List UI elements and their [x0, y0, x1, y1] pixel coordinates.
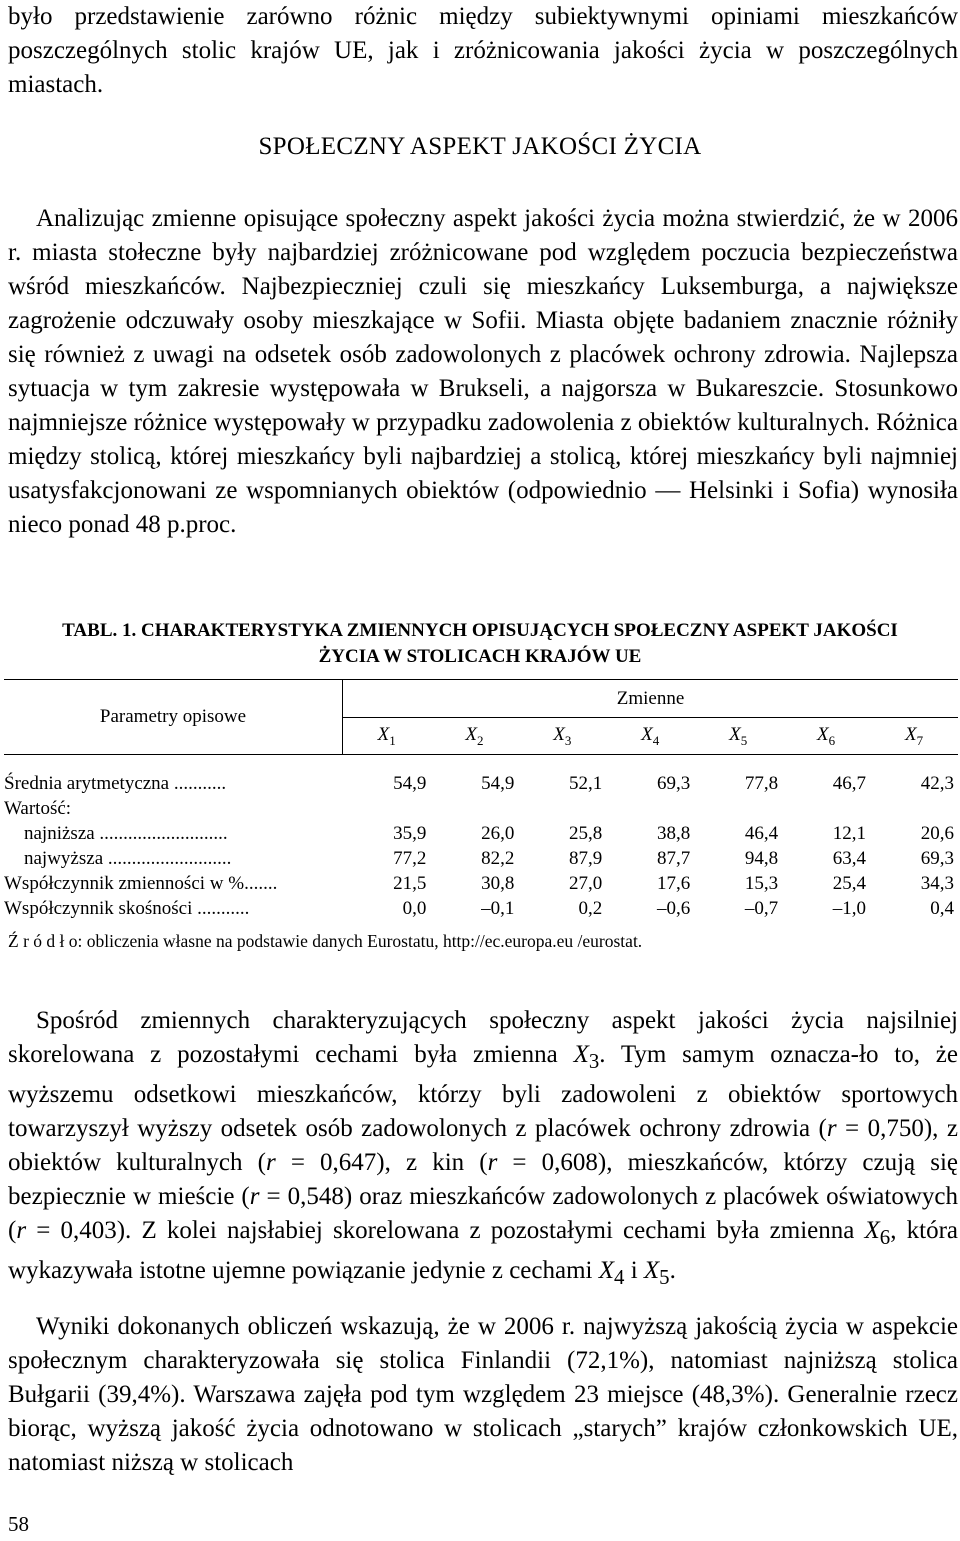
- variable-letter: X: [641, 723, 653, 745]
- table-cell: 63,4: [832, 848, 867, 869]
- table-title: [0, 618, 960, 670]
- page-number: 58: [8, 1512, 29, 1536]
- variable-header: [782, 718, 870, 755]
- variable-letter: X: [729, 723, 741, 745]
- statistics-table: [4, 679, 958, 921]
- table-cell: [606, 796, 694, 821]
- table-title-line-2: ŻYCIA W STOLICACH KRAJÓW UE: [318, 646, 642, 667]
- variable-header: [430, 718, 518, 755]
- table-cell: 0,2: [578, 898, 603, 919]
- paragraph-results: Wyniki dokonanych obliczeń wskazują, że w 2006 r. najwyższą jakością życia w aspekcie społecznym charakteryzowała się stolica Finlandii (72,1%), natomiast najniższą stolica Bułgarii (39,4%). Warszawa zajęła pod tym względem 23 miejsce (48,3%). Generalnie rzecz biorąc, wyższą jakość życia odnotowano w stolicach „starych” krajów członkowskich UE, natomiast niższą w stolicach: [8, 1313, 958, 1476]
- section-heading: SPOŁECZNY ASPEKT JAKOŚCI ŻYCIA: [258, 133, 702, 160]
- variable-header: [518, 718, 606, 755]
- table-cell: 27,0: [569, 873, 603, 894]
- table-cell: 38,8: [656, 823, 691, 844]
- variable-index: 4: [652, 732, 660, 748]
- table-cell: 0,0: [402, 898, 427, 919]
- table-cell: 77,8: [744, 773, 779, 794]
- var-x4: X: [598, 1257, 615, 1284]
- table: [4, 679, 958, 921]
- var-x3-sub: 3: [588, 1049, 600, 1073]
- var-x6: X: [864, 1217, 880, 1244]
- r-symbol: r: [487, 1149, 498, 1176]
- paragraph-intro-continuation: było przedstawienie zarówno różnic między subiektywnymi opiniami mieszkańców poszczególnych stolic krajów UE, jak i zróżnicowania jakości życia w poszczególnych miastach.: [8, 3, 958, 98]
- p3-text-c: = 0,750), z obiektów kulturalnych (: [8, 1115, 958, 1176]
- table-cell: 25,4: [832, 873, 867, 894]
- p3-text-d: = 0,647), z kin (: [275, 1149, 488, 1176]
- table-cell: [782, 796, 870, 821]
- variable-index: 1: [389, 732, 396, 748]
- table-cell: 54,9: [481, 773, 515, 794]
- table-cell: 35,9: [393, 823, 427, 844]
- variable-letter: X: [817, 723, 829, 745]
- table-row: [4, 796, 958, 821]
- p3-text-h: , która wykazywała istotne ujemne powiązanie jedynie z cechami: [8, 1217, 958, 1284]
- table-cell: 34,3: [920, 873, 954, 894]
- table-title-line-1: TABL. 1. CHARAKTERYSTYKA ZMIENNYCH OPISUJĄCYCH SPOŁECZNY ASPEKT JAKOŚCI: [62, 620, 898, 641]
- variable-index: 3: [564, 732, 572, 748]
- table-row: [4, 896, 958, 921]
- table-cell: 46,7: [832, 773, 867, 794]
- table-body: [4, 755, 958, 922]
- table-cell: –0,1: [481, 898, 515, 919]
- table-row: [4, 821, 958, 846]
- table-cell: 87,9: [569, 848, 603, 869]
- table-row: [4, 846, 958, 871]
- p3-text-e: = 0,608), mieszkańców, którzy czują się bezpiecznie w mieście (: [8, 1149, 958, 1210]
- variable-header: [606, 718, 694, 755]
- table-cell: 0,4: [930, 898, 954, 919]
- table-cell: 82,2: [481, 848, 515, 869]
- param-header: Parametry opisowe: [4, 680, 343, 755]
- variable-index: 5: [740, 732, 748, 748]
- variable-header: [343, 718, 431, 755]
- variable-letter: X: [904, 723, 917, 745]
- r-symbol: r: [826, 1115, 837, 1142]
- var-x6-sub: 6: [879, 1225, 891, 1249]
- row-label: Średnia arytmetyczna ...........: [4, 773, 227, 794]
- table-cell: 21,5: [393, 873, 427, 894]
- table-row: [4, 871, 958, 896]
- variable-letter: X: [465, 723, 477, 745]
- var-x4-sub: 4: [614, 1265, 625, 1289]
- variable-index: 7: [916, 732, 924, 748]
- table-cell: 77,2: [393, 848, 427, 869]
- row-label: Wartość:: [4, 798, 72, 819]
- table-cell: 87,7: [656, 848, 691, 869]
- table-cell: 42,3: [920, 773, 954, 794]
- p3-text-g: = 0,403). Z kolei najsłabiej skorelowana z pozostałymi cechami była zmienna: [26, 1217, 865, 1244]
- r-symbol: r: [16, 1217, 27, 1244]
- row-label: najwyższa ..........................: [24, 848, 232, 869]
- table-cell: 54,9: [393, 773, 427, 794]
- variable-header: [870, 718, 958, 755]
- r-symbol: r: [265, 1149, 276, 1176]
- table-cell: [430, 796, 518, 821]
- table-cell: 26,0: [481, 823, 515, 844]
- variable-index: 2: [476, 732, 484, 748]
- table-cell: [343, 796, 431, 821]
- variable-letter: X: [377, 723, 390, 745]
- table-cell: [870, 796, 958, 821]
- paragraph-correlation: [8, 1004, 958, 1294]
- row-label: Współczynnik zmienności w %.......: [4, 873, 278, 894]
- table-cell: [518, 796, 606, 821]
- variables-header: Zmienne: [343, 680, 959, 718]
- table-row: [4, 755, 958, 797]
- p3-text-j: .: [669, 1257, 676, 1284]
- table-cell: 25,8: [569, 823, 603, 844]
- paragraph-social-aspect: Analizując zmienne opisujące społeczny aspekt jakości życia można stwierdzić, że w 2006 r. miasta stołeczne były najbardziej zróżnicowane pod względem poczucia bezpieczeństwa wśród mieszkańców. Najbezpieczniej czuli się mieszkańcy Luksemburga, a największe zagrożenie odczuwały osoby mieszkające w Sofii. Miasta objęte badaniem znacznie różniły się również z uwagi na odsetek osób zadowolonych z placówek ochrony zdrowia. Najlepsza sytuacja w tym zakresie występowała w Brukseli, a najgorsza w Bukareszcie. Stosunkowo najmniejsze różnice występowały w przypadku zadowolenia z obiektów kulturalnych. Różnica między stolicą, której mieszkańcy byli najbardziej a stolicą, której mieszkańcy byli najmniej usatysfakcjonowani ze wspomnianych obiektów (odpowiednio — Helsinki i Sofia) wynosiła nieco ponad 48 p.proc.: [8, 205, 958, 538]
- p3-text-i: i: [624, 1257, 644, 1284]
- table-cell: –0,7: [744, 898, 779, 919]
- row-label: najniższa ...........................: [24, 823, 228, 844]
- table-cell: 94,8: [744, 848, 779, 869]
- p3-text-f: = 0,548) oraz mieszkańców zadowolonych z placówek oświatowych (: [8, 1183, 958, 1244]
- p3-text-b: . Tym samym oznacza-ło to, że wyższemu odsetkowi mieszkańców, którzy byli zadowoleni z obiektów sportowych towarzyszył wyższy odsetek osób zadowolonych z placówek ochrony zdrowia (: [8, 1041, 958, 1142]
- table-cell: 15,3: [744, 873, 779, 894]
- variable-letter: X: [553, 723, 565, 745]
- table-cell: 69,3: [656, 773, 691, 794]
- variable-index: 6: [828, 732, 836, 748]
- table-cell: –0,6: [656, 898, 691, 919]
- table-cell: 69,3: [920, 848, 954, 869]
- table-cell: [694, 796, 782, 821]
- p3-text-a: Spośród zmiennych charakteryzujących społeczny aspekt jakości życia najsilniej skorelowana z pozostałymi cechami była zmienna: [8, 1007, 958, 1068]
- table-cell: 46,4: [744, 823, 779, 844]
- var-x5-sub: 5: [659, 1265, 670, 1289]
- table-cell: 20,6: [920, 823, 954, 844]
- var-x5: X: [643, 1257, 660, 1284]
- table-cell: 30,8: [481, 873, 515, 894]
- table-cell: 17,6: [656, 873, 691, 894]
- table-source-note: Ź r ó d ł o: obliczenia własne na podstawie danych Eurostatu, http://ec.europa.eu /eurostat.: [8, 931, 643, 951]
- var-x3: X: [573, 1041, 589, 1068]
- table-cell: 52,1: [569, 773, 603, 794]
- variable-header: [694, 718, 782, 755]
- table-cell: 12,1: [832, 823, 867, 844]
- r-symbol: r: [249, 1183, 260, 1210]
- table-cell: –1,0: [832, 898, 867, 919]
- row-label: Współczynnik skośności ...........: [4, 898, 250, 919]
